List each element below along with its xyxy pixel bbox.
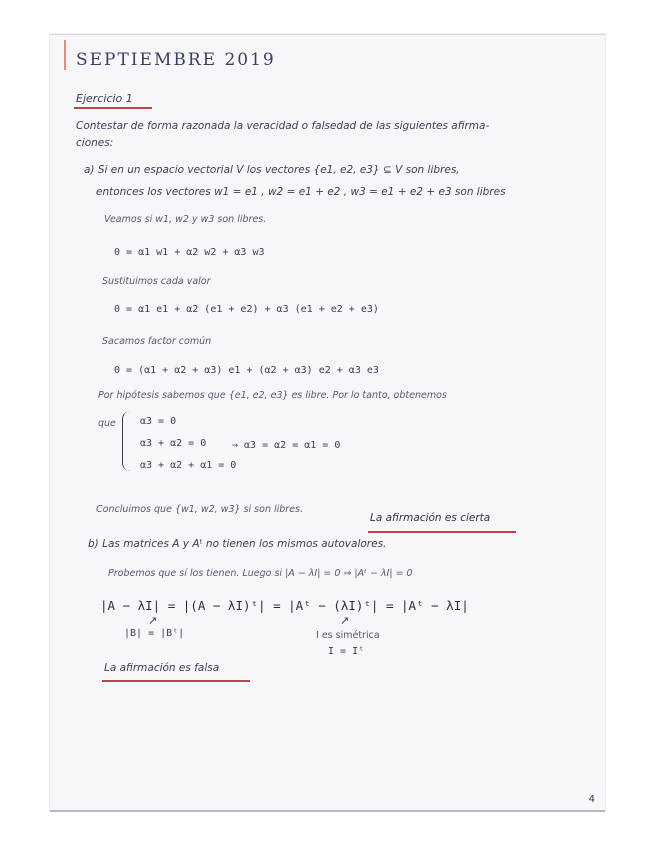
exercise-label: Ejercicio 1 — [76, 92, 133, 105]
part-a-equation-2: 0 = α1 e1 + α2 (e1 + e2) + α3 (e1 + e2 + e3) — [114, 304, 379, 315]
part-b-equation: |A − λI| = |(A − λI)ᵗ| = |Aᵗ − (λI)ᵗ| = |Aᵗ − λI| — [100, 598, 469, 613]
notebook-page — [50, 34, 605, 811]
exercise-underline — [74, 107, 152, 109]
part-a-line-2: Sustituimos cada valor — [102, 276, 211, 287]
arrow-icon-right: ↗ — [340, 614, 350, 627]
part-a-line-4: Por hipótesis sabemos que {e1, e2, e3} es libre. Por lo tanto, obtenemos — [98, 390, 447, 401]
part-a-line-3: Sacamos factor común — [102, 336, 212, 347]
arrow-icon-left: ↗ — [148, 614, 158, 627]
system-implication: ⇒ α3 = α2 = α1 = 0 — [232, 440, 341, 451]
part-b-verdict-underline — [102, 680, 250, 682]
intro-line-2: ciones: — [76, 137, 114, 149]
system-eq-1: α3 = 0 — [140, 416, 177, 427]
part-a-equation-1: 0 = α1 w1 + α2 w2 + α3 w3 — [114, 247, 265, 258]
intro-line-1: Contestar de forma razonada la veracidad o falsedad de las siguientes afirma- — [76, 120, 490, 132]
part-a-line-5: que — [98, 418, 116, 429]
symmetric-note: I es simétrica — [316, 630, 380, 641]
part-a-statement-2: entonces los vectores w1 = e1 , w2 = e1 + e2 , w3 = e1 + e2 + e3 son libres — [96, 186, 506, 198]
part-a-statement-1: a) Si en un espacio vectorial V los vectores {e1, e2, e3} ⊆ V son libres, — [84, 164, 460, 176]
part-b-verdict: La afirmación es falsa — [104, 662, 220, 674]
page-number: 4 — [588, 794, 595, 805]
det-transpose-note: |B| = |Bᵗ| — [124, 628, 185, 639]
margin-mark — [64, 40, 66, 70]
part-a-verdict: La afirmación es cierta — [370, 512, 491, 524]
part-a-line-1: Veamos si w1, w2 y w3 son libres. — [104, 214, 267, 225]
part-b-line-1: Probemos que sí los tienen. Luego si |A − λI| = 0 ⇒ |Aᵗ − λI| = 0 — [108, 568, 413, 579]
system-eq-3: α3 + α2 + α1 = 0 — [140, 460, 237, 471]
part-a-equation-3: 0 = (α1 + α2 + α3) e1 + (α2 + α3) e2 + α3 e3 — [114, 365, 379, 376]
system-brace — [122, 411, 133, 471]
part-a-conclusion: Concluimos que {w1, w2, w3} si son libres. — [96, 504, 304, 515]
identity-transpose-note: I = Iᵗ — [328, 646, 365, 657]
page-title: SEPTIEMBRE 2019 — [76, 50, 276, 70]
part-b-statement: b) Las matrices A y Aᵗ no tienen los mismos autovalores. — [88, 538, 387, 550]
system-eq-2: α3 + α2 = 0 — [140, 438, 207, 449]
page-bottom-edge — [50, 810, 605, 812]
part-a-verdict-underline — [368, 531, 516, 533]
